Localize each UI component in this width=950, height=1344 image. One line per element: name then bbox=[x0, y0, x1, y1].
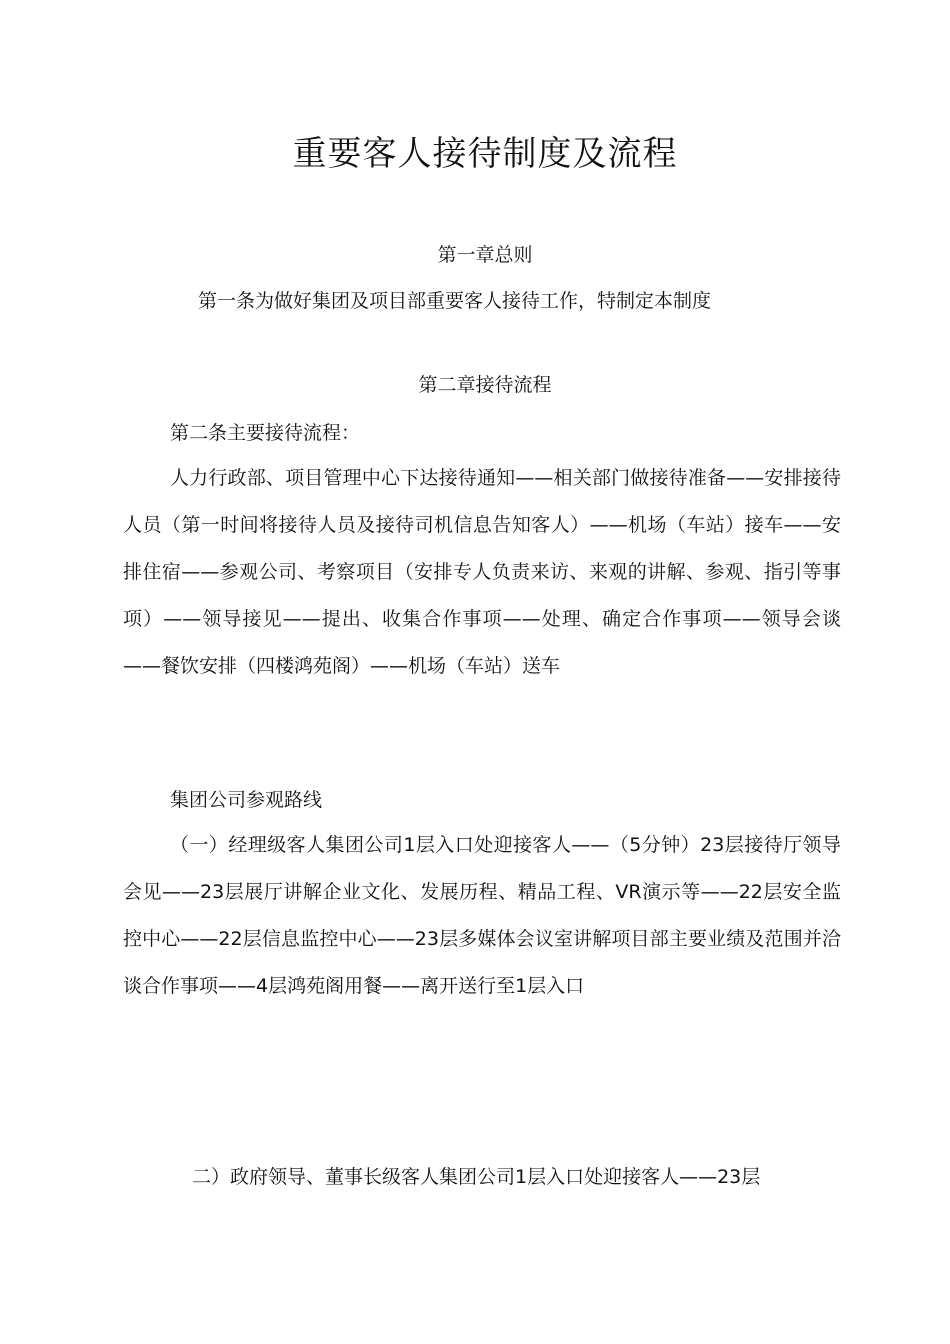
document-title: 重要客人接待制度及流程 bbox=[292, 134, 678, 174]
reception-flow-paragraph: 人力行政部、项目管理中心下达接待通知——相关部门做接待准备——安排接待人员（第一时间将接待人员及接待司机信息告知客人）——机场（车站）接车——安排住宿——参观公司、考察项目（安排专人负责来访、来观的讲解、参观、指引等事项）——领导接见——提出、收集合作事项——处理、确定合作事项——领导会谈——餐饮安排（四楼鸿苑阁）——机场（车站）送车 bbox=[123, 467, 841, 677]
article-2-label: 第二条主要接待流程： bbox=[170, 422, 361, 444]
tour-route-1-paragraph: （一）经理级客人集团公司1层入口处迎接客人——（5分钟）23层接待厅领导会见——23层展厅讲解企业文化、发展历程、精品工程、VR演示等——22层安全监控中心——22层信息监控中心——23层多媒体会议室讲解项目部主要业绩及范围并洽谈合作事项——4层鸿苑阁用餐——离开送行至1层入口 bbox=[123, 834, 841, 997]
article-1-text: 第一条为做好集团及项目部重要客人接待工作，特制定本制度 bbox=[198, 290, 712, 312]
chapter-1-heading: 第一章总则 bbox=[437, 244, 533, 266]
chapter-2-heading: 第二章接待流程 bbox=[418, 374, 552, 396]
tour-route-2-paragraph: 二）政府领导、董事长级客人集团公司1层入口处迎接客人——23层 bbox=[192, 1166, 761, 1188]
tour-route-heading: 集团公司参观路线 bbox=[170, 789, 323, 811]
